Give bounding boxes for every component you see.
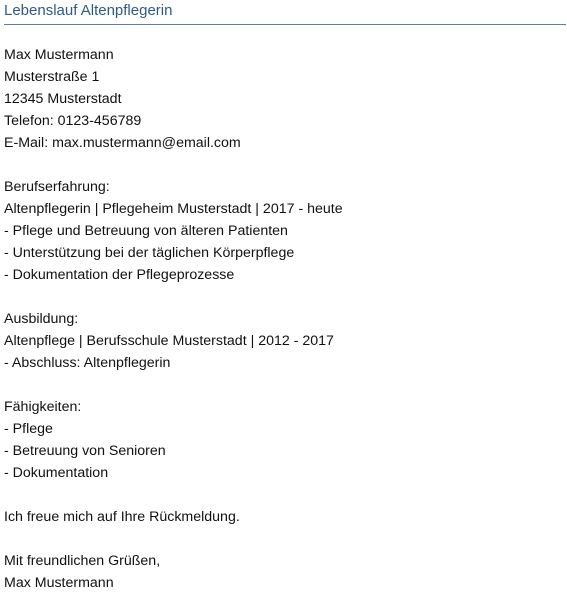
spacer — [4, 374, 564, 396]
document-title: Lebenslauf Altenpflegerin — [4, 2, 173, 19]
experience-heading: Berufserfahrung: — [4, 179, 110, 195]
list-item: - Betreuung von Senioren — [4, 443, 166, 459]
experience-section — [4, 176, 564, 286]
experience-position: Altenpflegerin | Pflegeheim Musterstadt | 2017 - heute — [4, 201, 343, 217]
list-item: - Pflege und Betreuung von älteren Patienten — [4, 223, 288, 239]
closing-text: Ich freue mich auf Ihre Rückmeldung. — [4, 509, 240, 525]
spacer — [4, 484, 564, 506]
contact-city: 12345 Musterstadt — [4, 91, 122, 107]
education-section — [4, 308, 564, 374]
signature: Max Mustermann — [4, 575, 114, 591]
contact-email: E-Mail: max.mustermann@email.com — [4, 135, 241, 151]
education-position: Altenpflege | Berufsschule Musterstadt | 2012 - 2017 — [4, 333, 334, 349]
education-heading: Ausbildung: — [4, 311, 79, 327]
contact-street: Musterstraße 1 — [4, 69, 100, 85]
skills-heading: Fähigkeiten: — [4, 399, 82, 415]
list-item: - Dokumentation der Pflegeprozesse — [4, 267, 235, 283]
contact-block — [4, 44, 564, 154]
contact-phone: Telefon: 0123-456789 — [4, 113, 142, 129]
title-underline — [4, 24, 566, 25]
contact-name: Max Mustermann — [4, 47, 114, 63]
document-body — [4, 44, 564, 594]
list-item: - Dokumentation — [4, 465, 109, 481]
spacer — [4, 154, 564, 176]
spacer — [4, 286, 564, 308]
list-item: - Pflege — [4, 421, 53, 437]
list-item: - Abschluss: Altenpflegerin — [4, 355, 171, 371]
list-item: - Unterstützung bei der täglichen Körperpflege — [4, 245, 295, 261]
spacer — [4, 528, 564, 550]
salutation: Mit freundlichen Grüßen, — [4, 553, 161, 569]
skills-section — [4, 396, 564, 484]
